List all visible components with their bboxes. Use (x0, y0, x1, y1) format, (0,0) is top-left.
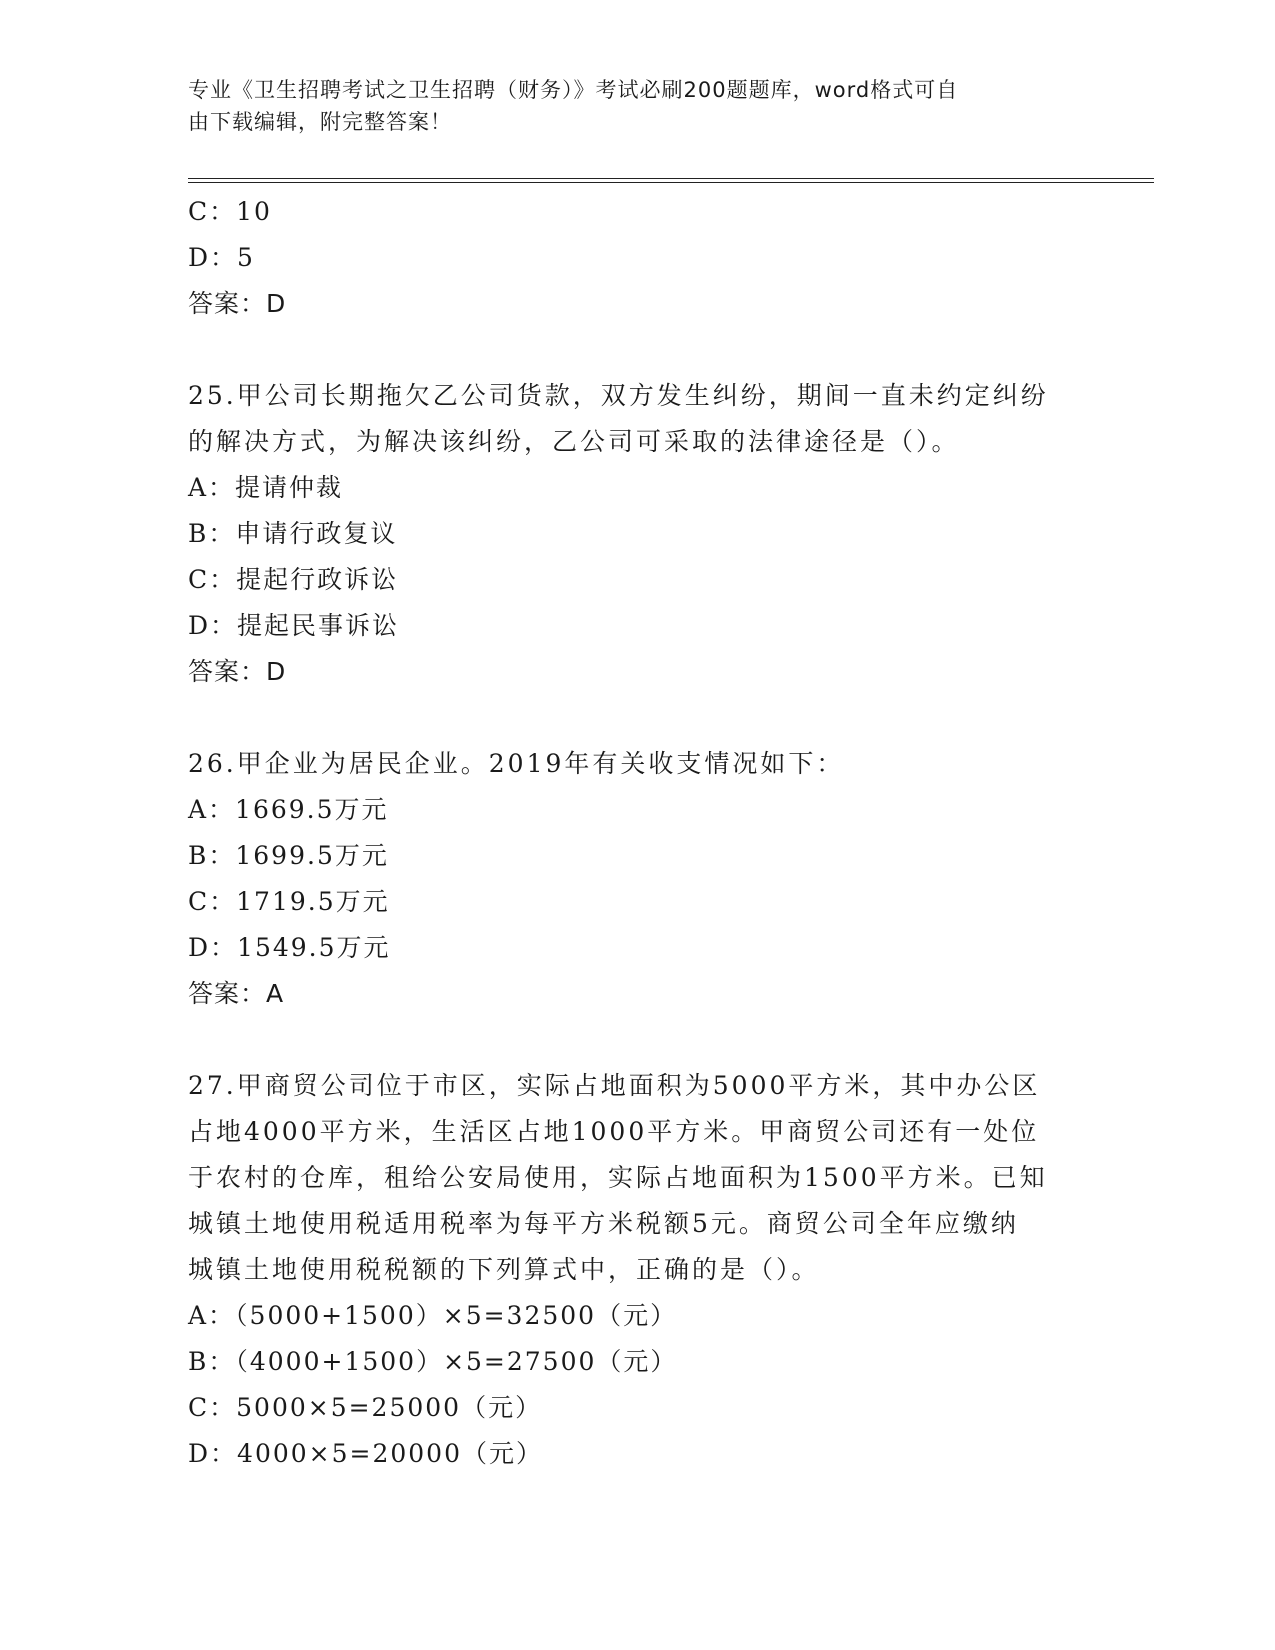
option-b: B：1699.5万元 (188, 841, 389, 870)
question-stem-line: 城镇土地使用税税额的下列算式中，正确的是（）。 (188, 1255, 820, 1284)
question-stem-line: 占地4000平方米，生活区占地1000平方米。甲商贸公司还有一处位 (188, 1117, 1040, 1146)
option-c: C：1719.5万元 (188, 887, 390, 916)
question-stem (188, 741, 1088, 787)
option-b: B：申请行政复议 (188, 519, 398, 548)
question-list (188, 189, 1088, 1477)
answer-line: 答案：D (188, 289, 287, 318)
question-stem-line: 于农村的仓库，租给公安局使用，实际占地面积为1500平方米。已知 (188, 1163, 1048, 1192)
option-a: A：（5000+1500）×5=32500（元） (188, 1301, 678, 1330)
header-title-line-2: 由下载编辑，附完整答案！ (188, 110, 452, 134)
question-stem-line: 25.甲公司长期拖欠乙公司货款，双方发生纠纷，期间一直未约定纠纷 (188, 381, 1049, 410)
page-header (188, 74, 1088, 138)
question-26 (188, 741, 1088, 1017)
option-a: A：提请仲裁 (188, 473, 344, 502)
question-stem (188, 1063, 1088, 1293)
spacer (188, 327, 1088, 373)
option-d: D：1549.5万元 (188, 933, 391, 962)
answer-line: 答案：D (188, 657, 287, 686)
question-stem (188, 373, 1088, 465)
question-stem-line: 的解决方式，为解决该纠纷，乙公司可采取的法律途径是（）。 (188, 427, 960, 456)
spacer (188, 1017, 1088, 1063)
question-stem-line: 26.甲企业为居民企业。2019年有关收支情况如下： (188, 749, 845, 778)
question-25 (188, 373, 1088, 695)
spacer (188, 695, 1088, 741)
option-d: D：4000×5=20000（元） (188, 1439, 543, 1468)
option-a: A：1669.5万元 (188, 795, 389, 824)
option-d: D：提起民事诉讼 (188, 611, 400, 640)
answer-line: 答案：A (188, 979, 285, 1008)
option-c: C：5000×5=25000（元） (188, 1393, 543, 1422)
question-stem-line: 城镇土地使用税适用税率为每平方米税额5元。商贸公司全年应缴纳 (188, 1209, 1019, 1238)
header-title-line-1: 专业《卫生招聘考试之卫生招聘（财务）》考试必刷200题题库，word格式可自 (188, 78, 959, 102)
option-c: C：提起行政诉讼 (188, 565, 399, 594)
header-divider (188, 178, 1154, 183)
option-d: D：5 (188, 243, 255, 272)
question-24-tail (188, 189, 1088, 327)
option-b: B：（4000+1500）×5=27500（元） (188, 1347, 678, 1376)
question-27 (188, 1063, 1088, 1477)
question-stem-line: 27.甲商贸公司位于市区，实际占地面积为5000平方米，其中办公区 (188, 1071, 1041, 1100)
option-c: C：10 (188, 197, 272, 226)
